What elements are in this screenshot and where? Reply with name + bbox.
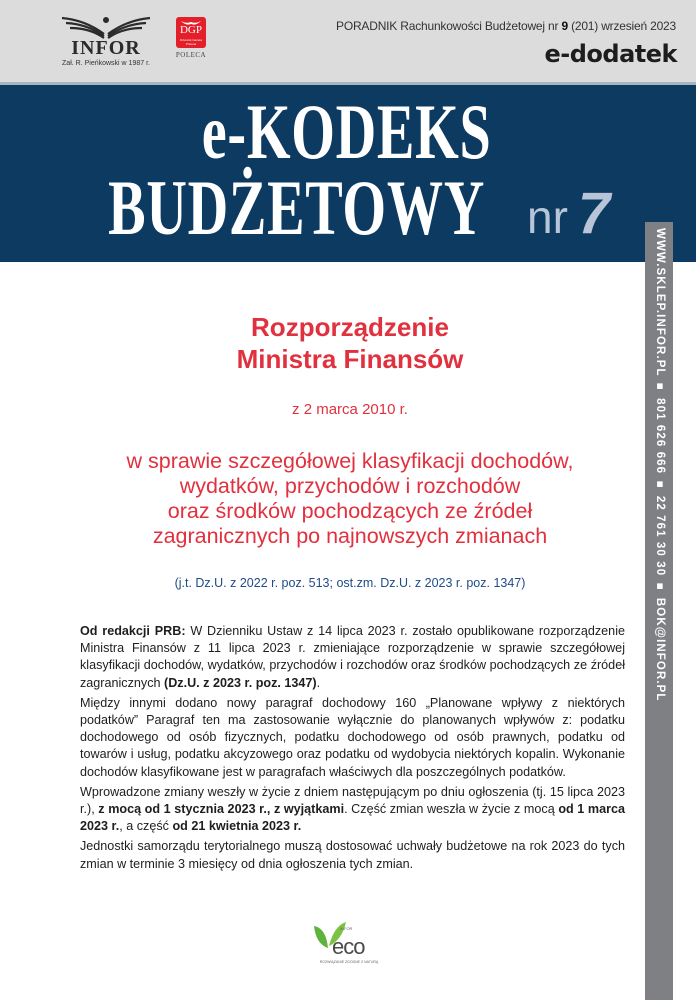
dgp-small-text: Dziennik Gazeta Prawna [179, 38, 202, 46]
banner-title-line2: BUDŻETOWY [108, 164, 486, 251]
supplement-label: e-dodatek [544, 40, 677, 68]
banner-number [527, 180, 610, 247]
editorial-lead: Od redakcji PRB: [80, 624, 186, 638]
issue-nr-label: nr [548, 19, 559, 33]
subject-line: zagranicznych po najnowszych zmianach [152, 524, 548, 548]
cover-header [0, 0, 696, 85]
infor-wordmark: INFOR [71, 37, 141, 59]
subject-line: oraz środków pochodzących ze źródeł [167, 499, 533, 523]
emphasis-text: z mocą od 1 stycznia 2023 r., z wyjątkami [98, 802, 345, 817]
infor-logo [56, 14, 156, 68]
dgp-badge [176, 17, 206, 48]
editorial-note [80, 623, 625, 876]
regulation-title-line1: Rozporządzenie [251, 312, 449, 342]
paragraph-text: . Część zmian weszła w życie z mocą [344, 802, 559, 817]
paragraph-text: , a część [119, 819, 173, 834]
editorial-paragraph-3 [80, 784, 625, 836]
banner-nr-value: 7 [577, 181, 611, 246]
eco-wordmark: eco [332, 934, 365, 959]
issue-overall: (201) [571, 19, 599, 33]
regulation-reference: (j.t. Dz.U. z 2022 r. poz. 513; ost.zm. Dz.U. z 2023 r. poz. 1347) [174, 576, 526, 590]
paragraph-text: . [316, 675, 321, 690]
publication-title: Rachunkowości Budżetowej [400, 19, 545, 33]
side-contact-text: WWW.SKLEP.INFOR.PL ■ 801 626 666 ■ 22 761 30 30 ■ BOK@INFOR.PL [654, 228, 666, 702]
editorial-paragraph-1 [80, 623, 625, 692]
eco-caption: ROZWIĄZANIE ZGODNE Z NATURĄ [319, 960, 379, 964]
emphasis-text: od 21 kwietnia 2023 r. [172, 819, 302, 834]
dgp-caption: POLECA [175, 51, 207, 59]
paragraph-text: W Dzienniku Ustaw z 14 lipca 2023 r. zostało opublikowane rozporządzenie Ministra Finansów z 11 lipca 2023 r. zmieniające rozporządzenie w sprawie szczegółowej klasyfikacji dochodów, wydatków, przychodów i rozchodów oraz środków pochodzących ze źródeł zagranicznych [80, 624, 625, 690]
subject-line: w sprawie szczegółowej klasyfikacji dochodów, [126, 449, 574, 473]
editorial-paragraph-2: Między innymi dodano nowy paragraf dochodowy 160 „Planowane wpływy z niektórych podatków” Paragraf ten ma zastosowanie wyłącznie do planowanych wpływów z: podatku dochodowego od osób fizycznych, podatku dochodowego od osób prawnych, podatku od towarów i usług, podatku akcyzowego oraz podatku od wydobycia niektórych kopalin. Wykonanie dochodów klasyfikowane jest w paragrafach właściwych dla poszczególnych podatków. [80, 695, 625, 779]
eco-logo [312, 920, 382, 970]
editorial-paragraph-4: Jednostki samorządu terytorialnego muszą dostosować uchwały budżetowe na rok 2023 do tych zmian w terminie 3 miesięcy od dnia ogłoszenia tych zmian. [80, 839, 625, 871]
regulation-title-line2: Ministra Finansów [236, 344, 464, 374]
publication-prefix: PORADNIK [336, 19, 398, 33]
paragraph-text: Wprowadzone zmiany weszły w życie z dniem następującym po dniu ogłoszenia (tj. 15 lipca 2023 r.), [80, 784, 625, 817]
publication-line [336, 19, 676, 33]
issue-date: wrzesień 2023 [601, 19, 676, 33]
banner-title-line1: e-KODEKS [201, 88, 492, 175]
infor-subtitle: Zał. R. Pieńkowski w 1987 r. [62, 60, 150, 67]
issue-number: 9 [561, 19, 568, 33]
banner-nr-label: nr [527, 191, 568, 243]
emphasis-text: od 1 marca 2023 r. [80, 802, 626, 834]
eco-small-text: INFOR [340, 926, 353, 931]
dgp-logo [174, 17, 208, 67]
dgp-wordmark: DGP [179, 24, 202, 36]
journal-reference: (Dz.U. z 2023 r. poz. 1347) [164, 675, 317, 690]
regulation-date: z 2 marca 2010 r. [292, 401, 408, 418]
subject-line: wydatków, przychodów i rozchodów [179, 474, 521, 498]
regulation-subject [60, 449, 640, 549]
